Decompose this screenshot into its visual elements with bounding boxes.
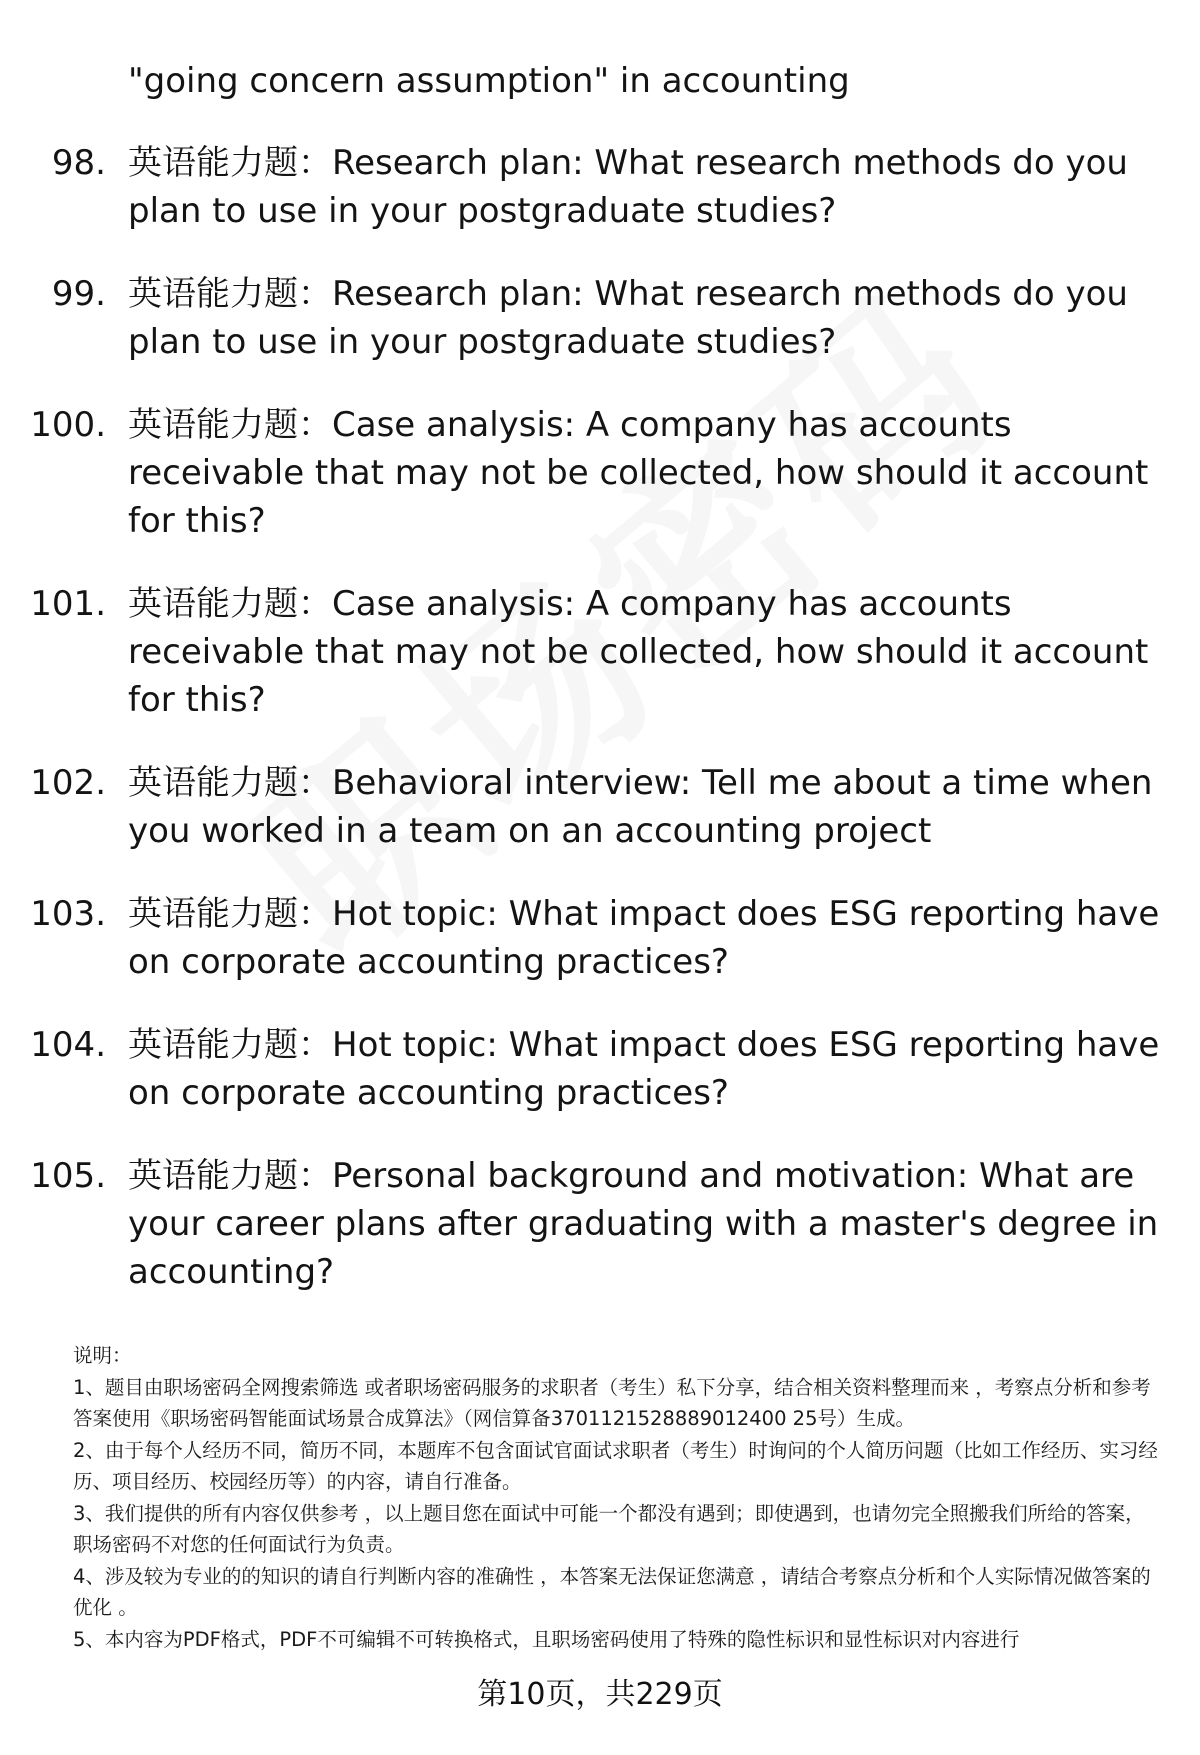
note-item: 5、本内容为PDF格式，PDF不可编辑不可转换格式，且职场密码使用了特殊的隐性标识和显性标识对内容进行 [73,1627,1020,1651]
notes-section [73,1340,1163,1655]
note-item: 2、由于每个人经历不同，简历不同，本题库不包含面试官面试求职者（考生）时询问的个人简历问题（比如工作经历、实习经历、项目经历、校园经历等）的内容，请自行准备。 [73,1438,1158,1493]
question-item [0,1021,1200,1117]
question-item [0,1152,1200,1296]
question-text: "going concern assumption" in accounting [128,61,850,101]
question-number: 104. [30,1025,106,1065]
question-continuation [0,57,1200,105]
question-text: 英语能力题：Hot topic: What impact does ESG reporting have on corporate accounting practices? [128,894,1160,982]
question-text: 英语能力题：Personal background and motivation: What are your career plans after graduating with a master's degree in accounting? [128,1156,1159,1292]
question-text: 英语能力题：Research plan: What research methods do you plan to use in your postgraduate studies? [128,274,1128,362]
question-number: 105. [30,1156,106,1196]
note-item: 1、题目由职场密码全网搜索筛选 或者职场密码服务的求职者（考生）私下分享，结合相关资料整理而来 ，考察点分析和参考答案使用《职场密码智能面试场景合成算法》（网信算备3701121528889012400 25号）生成。 [73,1375,1151,1430]
note-item: 3、我们提供的所有内容仅供参考 ，以上题目您在面试中可能一个都没有遇到；即使遇到，也请勿完全照搬我们所给的答案，职场密码不对您的任何面试行为负责。 [73,1501,1145,1556]
question-item [0,580,1200,724]
question-number: 101. [30,584,106,624]
question-item [0,270,1200,366]
question-text: 英语能力题：Research plan: What research methods do you plan to use in your postgraduate studies? [128,143,1128,231]
question-item [0,139,1200,235]
question-number: 102. [30,763,106,803]
question-text: 英语能力题：Behavioral interview: Tell me about a time when you worked in a team on an accounting project [128,763,1153,851]
note-item: 4、涉及较为专业的的知识的请自行判断内容的准确性 ，本答案无法保证您满意 ，请结合考察点分析和个人实际情况做答案的优化 。 [73,1564,1151,1619]
question-item [0,759,1200,855]
question-number: 100. [30,405,106,445]
question-number: 103. [30,894,106,934]
page-number: 第10页，共229页 [477,1677,723,1712]
question-number: 99. [51,274,106,314]
question-item [0,890,1200,986]
question-item [0,401,1200,545]
question-number: 98. [51,143,106,183]
question-text: 英语能力题：Hot topic: What impact does ESG reporting have on corporate accounting practices? [128,1025,1160,1113]
notes-heading: 说明： [73,1344,132,1367]
question-list [0,57,1200,1331]
question-text: 英语能力题：Case analysis: A company has accounts receivable that may not be collected, how should it account for this? [128,584,1149,720]
question-text: 英语能力题：Case analysis: A company has accounts receivable that may not be collected, how should it account for this? [128,405,1149,541]
